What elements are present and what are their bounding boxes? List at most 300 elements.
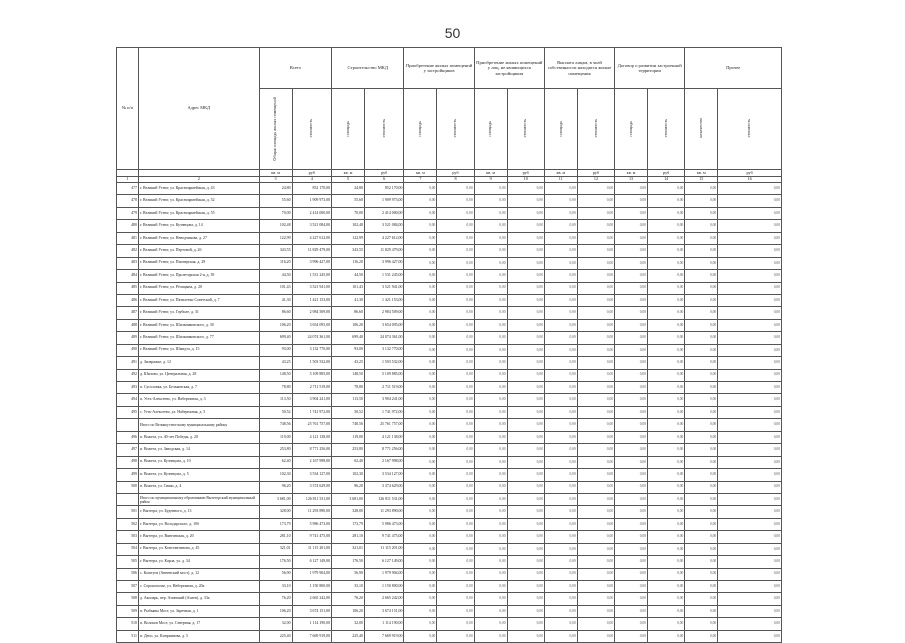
row-address: Итого по Великоустюгскому муниципальному району xyxy=(138,419,259,431)
row-total-cost: 1 150 800,00 xyxy=(292,581,332,593)
row-number: 503 xyxy=(117,531,139,543)
row-zero-value: 0,00 xyxy=(615,357,648,369)
row-zero-value: 0,00 xyxy=(437,543,474,555)
row-zero-value: 0,00 xyxy=(685,282,718,294)
row-zero-value: 0,00 xyxy=(685,369,718,381)
row-zero-value: 0,00 xyxy=(544,245,577,257)
row-total-area: 321,01 xyxy=(259,543,292,555)
row-zero-value: 0,00 xyxy=(437,618,474,630)
row-zero-value: 0,00 xyxy=(404,357,437,369)
row-zero-value: 0,00 xyxy=(437,518,474,530)
row-zero-value: 0,00 xyxy=(648,344,685,356)
row-zero-value: 0,00 xyxy=(615,406,648,418)
row-construction-area: 50,52 xyxy=(332,406,365,418)
row-zero-value: 0,00 xyxy=(718,406,782,418)
row-zero-value: 0,00 xyxy=(507,282,544,294)
row-zero-value: 0,00 xyxy=(718,481,782,493)
row-number: 499 xyxy=(117,469,139,481)
row-zero-value: 0,00 xyxy=(718,245,782,257)
row-zero-value: 0,00 xyxy=(507,369,544,381)
table-row xyxy=(117,270,782,282)
row-zero-value: 0,00 xyxy=(474,369,507,381)
row-zero-value: 0,00 xyxy=(648,419,685,431)
row-construction-cost: 4 227 612,00 xyxy=(364,232,404,244)
row-total-area: 343,55 xyxy=(259,245,292,257)
row-zero-value: 0,00 xyxy=(577,394,614,406)
row-total-cost: 1 421 153,00 xyxy=(292,294,332,306)
row-zero-value: 0,00 xyxy=(648,369,685,381)
row-zero-value: 0,00 xyxy=(577,593,614,605)
row-construction-cost: 3 374 629,00 xyxy=(364,481,404,493)
row-total-cost: 2 711 519,00 xyxy=(292,382,332,394)
table-row xyxy=(117,307,782,319)
row-zero-value: 0,00 xyxy=(577,406,614,418)
row-number: 498 xyxy=(117,456,139,468)
row-total-area: 148,50 xyxy=(259,369,292,381)
row-zero-value: 0,00 xyxy=(577,568,614,580)
row-zero-value: 0,00 xyxy=(544,369,577,381)
unit-cell: кв. м xyxy=(259,170,292,177)
row-zero-value: 0,00 xyxy=(437,220,474,232)
row-zero-value: 0,00 xyxy=(474,444,507,456)
row-zero-value: 0,00 xyxy=(615,183,648,195)
row-number: 509 xyxy=(117,605,139,617)
row-total-cost: 7 669 919,00 xyxy=(292,630,332,642)
row-zero-value: 0,00 xyxy=(544,357,577,369)
row-zero-value: 0,00 xyxy=(577,195,614,207)
row-total-cost: 3 654 095,00 xyxy=(292,319,332,331)
row-number: 493 xyxy=(117,382,139,394)
row-construction-cost: 6 127 149,00 xyxy=(364,556,404,568)
row-zero-value: 0,00 xyxy=(437,493,474,505)
row-total-cost: 1 114 190,00 xyxy=(292,618,332,630)
unit-cell: руб xyxy=(648,170,685,177)
row-zero-value: 0,00 xyxy=(474,630,507,642)
row-total-cost: 1 531 245,00 xyxy=(292,270,332,282)
row-total-area: 78,80 xyxy=(259,382,292,394)
row-zero-value: 0,00 xyxy=(615,593,648,605)
header-num: № п/п xyxy=(117,48,139,170)
row-zero-value: 0,00 xyxy=(615,531,648,543)
row-construction-cost: 852 170,00 xyxy=(364,183,404,195)
row-total-cost: 24 074 361,00 xyxy=(292,332,332,344)
row-zero-value: 0,00 xyxy=(718,207,782,219)
row-zero-value: 0,00 xyxy=(718,232,782,244)
row-zero-value: 0,00 xyxy=(615,344,648,356)
row-zero-value: 0,00 xyxy=(577,419,614,431)
row-zero-value: 0,00 xyxy=(648,581,685,593)
row-zero-value: 0,00 xyxy=(404,618,437,630)
row-zero-value: 0,00 xyxy=(615,257,648,269)
units-row xyxy=(117,170,782,177)
column-index-cell: 5 xyxy=(332,177,365,183)
row-zero-value: 0,00 xyxy=(544,382,577,394)
row-total-area: 116,20 xyxy=(259,257,292,269)
row-zero-value: 0,00 xyxy=(685,406,718,418)
row-zero-value: 0,00 xyxy=(404,493,437,505)
row-zero-value: 0,00 xyxy=(507,556,544,568)
row-zero-value: 0,00 xyxy=(404,431,437,443)
unit-cell: кв. м xyxy=(404,170,437,177)
row-zero-value: 0,00 xyxy=(648,270,685,282)
row-zero-value: 0,00 xyxy=(615,581,648,593)
row-zero-value: 0,00 xyxy=(615,568,648,580)
table-row xyxy=(117,469,782,481)
row-zero-value: 0,00 xyxy=(437,469,474,481)
row-zero-value: 0,00 xyxy=(474,493,507,505)
row-address: г. Великий Устюг, ул. Кузнецова, д. 14 xyxy=(138,220,259,232)
row-total-cost: 1 741 972,00 xyxy=(292,406,332,418)
row-construction-area: 122,99 xyxy=(332,232,365,244)
row-total-area: 113,50 xyxy=(259,394,292,406)
row-zero-value: 0,00 xyxy=(474,543,507,555)
header-sub-cost: стоимость xyxy=(364,89,404,170)
row-zero-value: 0,00 xyxy=(648,294,685,306)
column-index-cell: 8 xyxy=(437,177,474,183)
unit-cell: руб xyxy=(507,170,544,177)
row-construction-cost: 4 121 138,00 xyxy=(364,431,404,443)
row-zero-value: 0,00 xyxy=(404,207,437,219)
row-zero-value: 0,00 xyxy=(577,183,614,195)
table-row xyxy=(117,195,782,207)
row-total-area: 225,40 xyxy=(259,630,292,642)
row-zero-value: 0,00 xyxy=(718,183,782,195)
row-address: г. Великий Устюг, ул. Красноармейская, д. 55 xyxy=(138,207,259,219)
row-zero-value: 0,00 xyxy=(577,469,614,481)
row-zero-value: 0,00 xyxy=(404,232,437,244)
row-construction-area: 102,48 xyxy=(332,220,365,232)
table-row xyxy=(117,444,782,456)
row-zero-value: 0,00 xyxy=(544,444,577,456)
row-total-cost: 1 503 532,00 xyxy=(292,357,332,369)
row-zero-value: 0,00 xyxy=(507,605,544,617)
row-zero-value: 0,00 xyxy=(437,568,474,580)
row-construction-cost: 1 531 245,00 xyxy=(364,270,404,282)
row-zero-value: 0,00 xyxy=(437,307,474,319)
row-zero-value: 0,00 xyxy=(404,543,437,555)
row-total-area: 44,50 xyxy=(259,270,292,282)
column-index-cell: 11 xyxy=(544,177,577,183)
row-zero-value: 0,00 xyxy=(718,431,782,443)
row-zero-value: 0,00 xyxy=(685,357,718,369)
row-total-cost: 2 984 509,00 xyxy=(292,307,332,319)
table-row xyxy=(117,568,782,580)
row-zero-value: 0,00 xyxy=(544,531,577,543)
row-zero-value: 0,00 xyxy=(615,382,648,394)
row-zero-value: 0,00 xyxy=(685,270,718,282)
row-address: д. Заовражье, д. 12 xyxy=(138,357,259,369)
row-zero-value: 0,00 xyxy=(404,593,437,605)
row-zero-value: 0,00 xyxy=(437,357,474,369)
table-row xyxy=(117,518,782,530)
row-zero-value: 0,00 xyxy=(577,556,614,568)
row-address: г. Великий Устюг, ул. Шильниковского, д. 77 xyxy=(138,332,259,344)
row-construction-cost: 3 521 084,00 xyxy=(364,220,404,232)
row-zero-value: 0,00 xyxy=(577,444,614,456)
row-total-area: 281,10 xyxy=(259,531,292,543)
row-address: п. Вожега, ул. Заводская, д. 14 xyxy=(138,444,259,456)
row-zero-value: 0,00 xyxy=(648,406,685,418)
row-address: г. Великий Устюг, ул. Пионерская, д. 29 xyxy=(138,257,259,269)
row-zero-value: 0,00 xyxy=(544,618,577,630)
table-row xyxy=(117,531,782,543)
row-zero-value: 0,00 xyxy=(507,319,544,331)
row-zero-value: 0,00 xyxy=(544,419,577,431)
row-zero-value: 0,00 xyxy=(544,282,577,294)
row-zero-value: 0,00 xyxy=(544,456,577,468)
row-zero-value: 0,00 xyxy=(577,307,614,319)
row-number: 491 xyxy=(117,357,139,369)
row-zero-value: 0,00 xyxy=(718,382,782,394)
row-zero-value: 0,00 xyxy=(648,444,685,456)
row-zero-value: 0,00 xyxy=(437,581,474,593)
row-construction-area: 699,40 xyxy=(332,332,365,344)
row-address: г. Вытегра, ул. Карла, ул. д. 34 xyxy=(138,556,259,568)
row-zero-value: 0,00 xyxy=(685,469,718,481)
row-total-area: 56,90 xyxy=(259,568,292,580)
row-total-cost: 9 741 475,00 xyxy=(292,531,332,543)
table-row xyxy=(117,319,782,331)
row-zero-value: 0,00 xyxy=(615,431,648,443)
row-zero-value: 0,00 xyxy=(507,506,544,518)
row-construction-area: 24,80 xyxy=(332,183,365,195)
row-zero-value: 0,00 xyxy=(437,344,474,356)
row-address: г. Великий Устюг, ул. Гаубиле, д. 31 xyxy=(138,307,259,319)
header-group-non-developer: Приобретение жилых помещений у лиц, не являющихся застройщиком xyxy=(474,48,544,89)
row-zero-value: 0,00 xyxy=(648,593,685,605)
row-total-area: 176,50 xyxy=(259,556,292,568)
row-construction-area: 32,00 xyxy=(332,618,365,630)
row-zero-value: 0,00 xyxy=(685,543,718,555)
row-total-cost: 2 167 998,00 xyxy=(292,456,332,468)
row-total-cost: 1 979 904,00 xyxy=(292,568,332,580)
row-zero-value: 0,00 xyxy=(437,419,474,431)
row-total-cost: 11 829 479,00 xyxy=(292,245,332,257)
row-zero-value: 0,00 xyxy=(474,456,507,468)
row-total-cost: 8 771 256,00 xyxy=(292,444,332,456)
unit-cell: кв. м xyxy=(615,170,648,177)
row-zero-value: 0,00 xyxy=(685,195,718,207)
row-zero-value: 0,00 xyxy=(507,394,544,406)
header-sub-area: площадь xyxy=(332,89,365,170)
row-number: 495 xyxy=(117,406,139,418)
row-address: п. Сусоловка, ул. Бельковская, д. 7 xyxy=(138,382,259,394)
row-zero-value: 0,00 xyxy=(685,183,718,195)
row-total-area: 102,30 xyxy=(259,469,292,481)
row-zero-value: 0,00 xyxy=(507,332,544,344)
row-zero-value: 0,00 xyxy=(615,518,648,530)
row-zero-value: 0,00 xyxy=(685,294,718,306)
row-zero-value: 0,00 xyxy=(437,456,474,468)
row-address: г. Великий Устюг, ул. Шмидта, д. 15 xyxy=(138,344,259,356)
row-zero-value: 0,00 xyxy=(437,332,474,344)
row-zero-value: 0,00 xyxy=(404,481,437,493)
table-row xyxy=(117,282,782,294)
row-construction-area: 76,20 xyxy=(332,593,365,605)
row-total-cost: 3 534 127,00 xyxy=(292,469,332,481)
row-zero-value: 0,00 xyxy=(577,257,614,269)
row-total-area: 3 681,00 xyxy=(259,493,292,505)
row-construction-area: 328,00 xyxy=(332,506,365,518)
row-total-area: 62,40 xyxy=(259,456,292,468)
row-zero-value: 0,00 xyxy=(577,282,614,294)
row-zero-value: 0,00 xyxy=(474,294,507,306)
row-zero-value: 0,00 xyxy=(544,270,577,282)
row-construction-cost: 2 665 242,00 xyxy=(364,593,404,605)
row-zero-value: 0,00 xyxy=(507,245,544,257)
row-zero-value: 0,00 xyxy=(685,245,718,257)
row-zero-value: 0,00 xyxy=(404,518,437,530)
row-number: 487 xyxy=(117,307,139,319)
row-construction-area: 106,20 xyxy=(332,605,365,617)
row-number: 500 xyxy=(117,481,139,493)
row-zero-value: 0,00 xyxy=(648,630,685,642)
row-number: 486 xyxy=(117,294,139,306)
header-sub-cost: стоимость xyxy=(648,89,685,170)
row-total-cost: 3 904 241,00 xyxy=(292,394,332,406)
row-zero-value: 0,00 xyxy=(544,257,577,269)
row-zero-value: 0,00 xyxy=(437,431,474,443)
table-row xyxy=(117,481,782,493)
table-row xyxy=(117,245,782,257)
row-zero-value: 0,00 xyxy=(404,307,437,319)
row-zero-value: 0,00 xyxy=(648,220,685,232)
row-address: с. Сорокополье, ул. Набережная, д. 20а xyxy=(138,581,259,593)
unit-cell: кв. м xyxy=(685,170,718,177)
row-zero-value: 0,00 xyxy=(615,618,648,630)
row-construction-area: 33,10 xyxy=(332,581,365,593)
row-zero-value: 0,00 xyxy=(577,319,614,331)
row-zero-value: 0,00 xyxy=(507,195,544,207)
row-construction-cost: 2 711 519,00 xyxy=(364,382,404,394)
row-zero-value: 0,00 xyxy=(507,406,544,418)
row-number: 484 xyxy=(117,270,139,282)
row-zero-value: 0,00 xyxy=(507,307,544,319)
row-construction-area: 748,56 xyxy=(332,419,365,431)
header-sub-count: количество xyxy=(685,89,718,170)
row-zero-value: 0,00 xyxy=(648,556,685,568)
row-zero-value: 0,00 xyxy=(648,618,685,630)
row-address: п. Депо, ул. Киприянова, д. 5 xyxy=(138,630,259,642)
header-sub-cost: стоимость xyxy=(292,89,332,170)
column-index-cell: 16 xyxy=(718,177,782,183)
table-row xyxy=(117,332,782,344)
unit-cell xyxy=(138,170,259,177)
row-construction-area: 106,20 xyxy=(332,319,365,331)
row-zero-value: 0,00 xyxy=(577,518,614,530)
row-zero-value: 0,00 xyxy=(474,357,507,369)
row-zero-value: 0,00 xyxy=(615,444,648,456)
row-construction-cost: 3 904 241,00 xyxy=(364,394,404,406)
row-zero-value: 0,00 xyxy=(577,630,614,642)
table-row xyxy=(117,207,782,219)
row-zero-value: 0,00 xyxy=(507,568,544,580)
row-zero-value: 0,00 xyxy=(404,444,437,456)
row-total-area: 106,20 xyxy=(259,605,292,617)
row-zero-value: 0,00 xyxy=(615,556,648,568)
unit-cell: кв. м xyxy=(474,170,507,177)
row-zero-value: 0,00 xyxy=(437,506,474,518)
row-zero-value: 0,00 xyxy=(544,630,577,642)
column-index-cell: 13 xyxy=(615,177,648,183)
row-zero-value: 0,00 xyxy=(474,257,507,269)
row-zero-value: 0,00 xyxy=(544,593,577,605)
row-address: г. Великий Устюг, ул. Шильниковского, д. 30 xyxy=(138,319,259,331)
row-construction-area: 43,25 xyxy=(332,357,365,369)
row-number: 502 xyxy=(117,518,139,530)
row-address: г. Великий Устюг, ул. Пролетарская 2-я, д. 39 xyxy=(138,270,259,282)
row-zero-value: 0,00 xyxy=(404,344,437,356)
row-construction-cost: 3 654 095,00 xyxy=(364,319,404,331)
table-row xyxy=(117,543,782,555)
header-sub-cost: стоимость xyxy=(437,89,474,170)
row-zero-value: 0,00 xyxy=(437,481,474,493)
row-zero-value: 0,00 xyxy=(437,282,474,294)
row-zero-value: 0,00 xyxy=(507,294,544,306)
header-sub-area: площадь xyxy=(404,89,437,170)
row-zero-value: 0,00 xyxy=(437,183,474,195)
row-construction-cost: 1 421 153,00 xyxy=(364,294,404,306)
row-zero-value: 0,00 xyxy=(544,568,577,580)
row-address: г. Вытегра, ул. Володарского, д. 10б xyxy=(138,518,259,530)
row-construction-cost: 3 534 127,00 xyxy=(364,469,404,481)
row-zero-value: 0,00 xyxy=(544,344,577,356)
row-total-cost: 3 521 941,00 xyxy=(292,282,332,294)
row-construction-area: 101,43 xyxy=(332,282,365,294)
row-zero-value: 0,00 xyxy=(404,581,437,593)
row-zero-value: 0,00 xyxy=(685,493,718,505)
header-address: Адрес МКД xyxy=(138,48,259,170)
table-row xyxy=(117,556,782,568)
row-zero-value: 0,00 xyxy=(474,344,507,356)
row-zero-value: 0,00 xyxy=(648,307,685,319)
row-construction-cost: 25 761 757,00 xyxy=(364,419,404,431)
row-zero-value: 0,00 xyxy=(648,531,685,543)
header-group-developer: Приобретение жилых помещений у застройщиков xyxy=(404,48,474,89)
row-total-area: 106,20 xyxy=(259,319,292,331)
unit-cell: руб xyxy=(718,170,782,177)
row-zero-value: 0,00 xyxy=(685,394,718,406)
row-zero-value: 0,00 xyxy=(507,581,544,593)
row-address: Итого по муниципальному образованию Вытегорский муниципальный район xyxy=(138,493,259,505)
row-construction-cost: 126 811 531,00 xyxy=(364,493,404,505)
row-zero-value: 0,00 xyxy=(648,506,685,518)
row-zero-value: 0,00 xyxy=(718,195,782,207)
row-number: 483 xyxy=(117,257,139,269)
row-zero-value: 0,00 xyxy=(404,382,437,394)
row-zero-value: 0,00 xyxy=(685,332,718,344)
row-zero-value: 0,00 xyxy=(507,481,544,493)
row-total-area: 119,00 xyxy=(259,431,292,443)
row-zero-value: 0,00 xyxy=(474,282,507,294)
row-zero-value: 0,00 xyxy=(544,319,577,331)
row-zero-value: 0,00 xyxy=(615,456,648,468)
page-number: 50 xyxy=(444,25,461,41)
row-construction-cost: 11 829 479,00 xyxy=(364,245,404,257)
row-zero-value: 0,00 xyxy=(718,357,782,369)
row-zero-value: 0,00 xyxy=(474,245,507,257)
row-total-area: 101,43 xyxy=(259,282,292,294)
header-group-construction: Строительство МКД xyxy=(332,48,404,89)
row-zero-value: 0,00 xyxy=(685,531,718,543)
row-zero-value: 0,00 xyxy=(685,481,718,493)
row-number xyxy=(117,419,139,431)
row-zero-value: 0,00 xyxy=(507,618,544,630)
row-zero-value: 0,00 xyxy=(648,257,685,269)
row-zero-value: 0,00 xyxy=(718,282,782,294)
row-zero-value: 0,00 xyxy=(577,618,614,630)
row-zero-value: 0,00 xyxy=(615,469,648,481)
